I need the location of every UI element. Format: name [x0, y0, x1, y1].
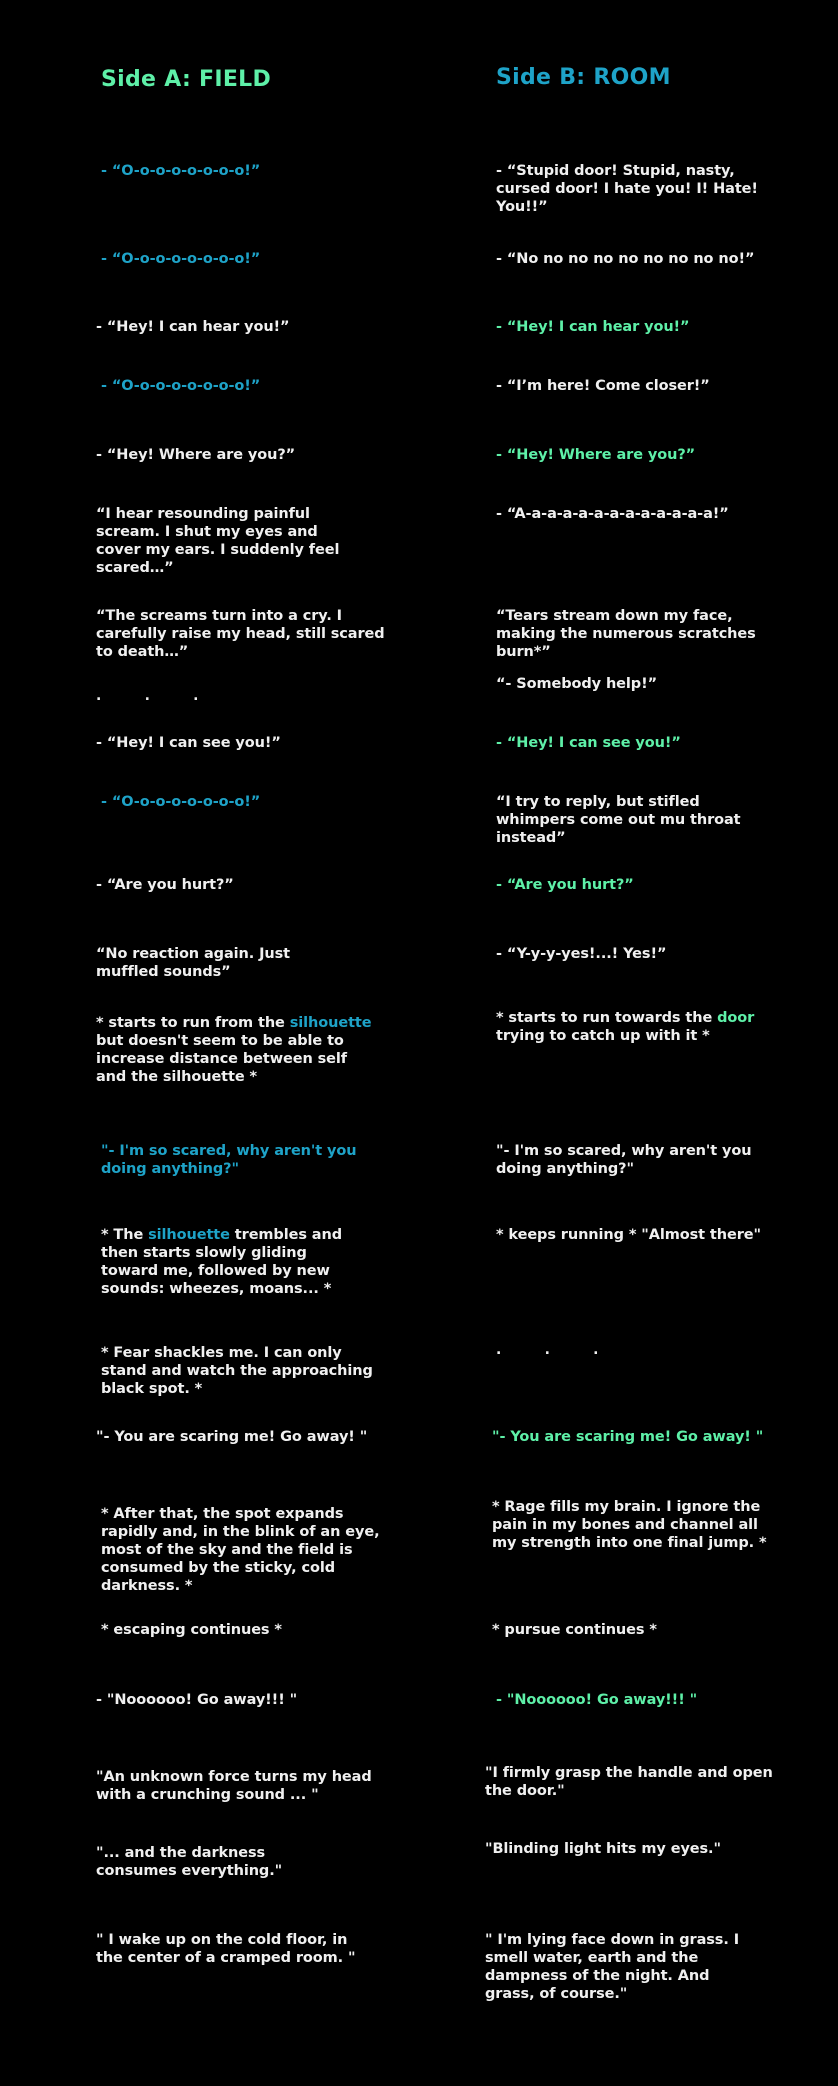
- side-a-line: " I wake up on the cold floor, in the center of a cramped room. ": [96, 1932, 356, 1966]
- side-a-line: * escaping continues *: [101, 1622, 282, 1638]
- side-a-line: “I hear resounding painful scream. I shut my eyes and cover my ears. I suddenly feel scared…”: [96, 506, 340, 576]
- highlight-silhouette: silhouette: [148, 1227, 230, 1243]
- side-b-line: "- I'm so scared, why aren't you doing anything?": [496, 1143, 752, 1177]
- side-a-ellipsis: . . .: [96, 688, 201, 704]
- side-a-line: "- You are scaring me! Go away! ": [96, 1429, 368, 1445]
- side-b-line: - “Hey! Where are you?”: [496, 447, 696, 463]
- side-a-line: "... and the darkness consumes everything.": [96, 1845, 283, 1879]
- side-b-line-door: * starts to run towards the door trying to catch up with it *: [496, 1010, 755, 1044]
- side-b-line: - "Noooooo! Go away!!! ": [496, 1692, 698, 1708]
- side-a-line: “No reaction again. Just muffled sounds”: [96, 946, 290, 980]
- side-a-line: "- I'm so scared, why aren't you doing anything?": [101, 1143, 357, 1177]
- side-b-line: “Tears stream down my face, making the numerous scratches burn*”: [496, 608, 756, 660]
- side-a-line: - “Hey! Where are you?”: [96, 447, 296, 463]
- side-b-line: “- Somebody help!”: [496, 676, 658, 692]
- side-a-line: "An unknown force turns my head with a crunching sound ... ": [96, 1769, 372, 1803]
- side-b-line: "- You are scaring me! Go away! ": [492, 1429, 764, 1445]
- side-a-line: * After that, the spot expands rapidly and, in the blink of an eye, most of the sky and the field is consumed by the sticky, cold darkness. *: [101, 1506, 380, 1594]
- side-a-line: “The screams turn into a cry. I carefully raise my head, still scared to death…”: [96, 608, 385, 660]
- side-b-line: - “I’m here! Come closer!”: [496, 378, 710, 394]
- side-b-line: "Blinding light hits my eyes.": [485, 1841, 721, 1857]
- side-b-line: * keeps running * "Almost there": [496, 1227, 761, 1243]
- side-b-line: - “Y-y-y-yes!...! Yes!”: [496, 946, 667, 962]
- side-a-line: - “Hey! I can see you!”: [96, 735, 281, 751]
- side-b-line: "I firmly grasp the handle and open the door.": [485, 1765, 773, 1799]
- side-b-line: - “Hey! I can see you!”: [496, 735, 681, 751]
- side-a-line-silhouette: * The silhouette trembles and then starts slowly gliding toward me, followed by new sounds: wheezes, moans... *: [101, 1227, 342, 1297]
- side-a-line: - “Are you hurt?”: [96, 877, 234, 893]
- side-b-line: - “A-a-a-a-a-a-a-a-a-a-a-a-a!”: [496, 506, 729, 522]
- side-b-ellipsis: . . .: [496, 1342, 601, 1358]
- side-a-line-silhouette: * starts to run from the silhouette but doesn't seem to be able to increase distance between self and the silhouette *: [96, 1015, 372, 1085]
- side-b-line: - “Stupid door! Stupid, nasty, cursed door! I hate you! I! Hate! You!!”: [496, 163, 758, 215]
- side-b-title: Side B: ROOM: [496, 65, 671, 90]
- side-a-line: - "Noooooo! Go away!!! ": [96, 1692, 298, 1708]
- side-a-line: - “O-o-o-o-o-o-o-o!”: [101, 794, 261, 810]
- side-a-line: - “Hey! I can hear you!”: [96, 319, 290, 335]
- highlight-silhouette: silhouette: [289, 1015, 372, 1031]
- side-b-line: - “Are you hurt?”: [496, 877, 634, 893]
- side-a-line: - “O-o-o-o-o-o-o-o!”: [101, 251, 261, 267]
- side-b-line: * Rage fills my brain. I ignore the pain in my bones and channel all my strength into one final jump. *: [492, 1499, 767, 1551]
- side-a-line: * Fear shackles me. I can only stand and watch the approaching black spot. *: [101, 1345, 373, 1397]
- side-b-line: “I try to reply, but stifled whimpers come out mu throat instead”: [496, 794, 741, 846]
- highlight-door: door: [717, 1010, 755, 1026]
- side-b-line: - “No no no no no no no no no!”: [496, 251, 755, 267]
- side-b-line: " I'm lying face down in grass. I smell water, earth and the dampness of the night. And grass, of course.": [485, 1932, 739, 2002]
- side-a-title: Side A: FIELD: [101, 67, 272, 92]
- side-b-line: * pursue continues *: [492, 1622, 657, 1638]
- side-b-line: - “Hey! I can hear you!”: [496, 319, 690, 335]
- side-a-line: - “O-o-o-o-o-o-o-o!”: [101, 378, 261, 394]
- side-a-line: - “O-o-o-o-o-o-o-o!”: [101, 163, 261, 179]
